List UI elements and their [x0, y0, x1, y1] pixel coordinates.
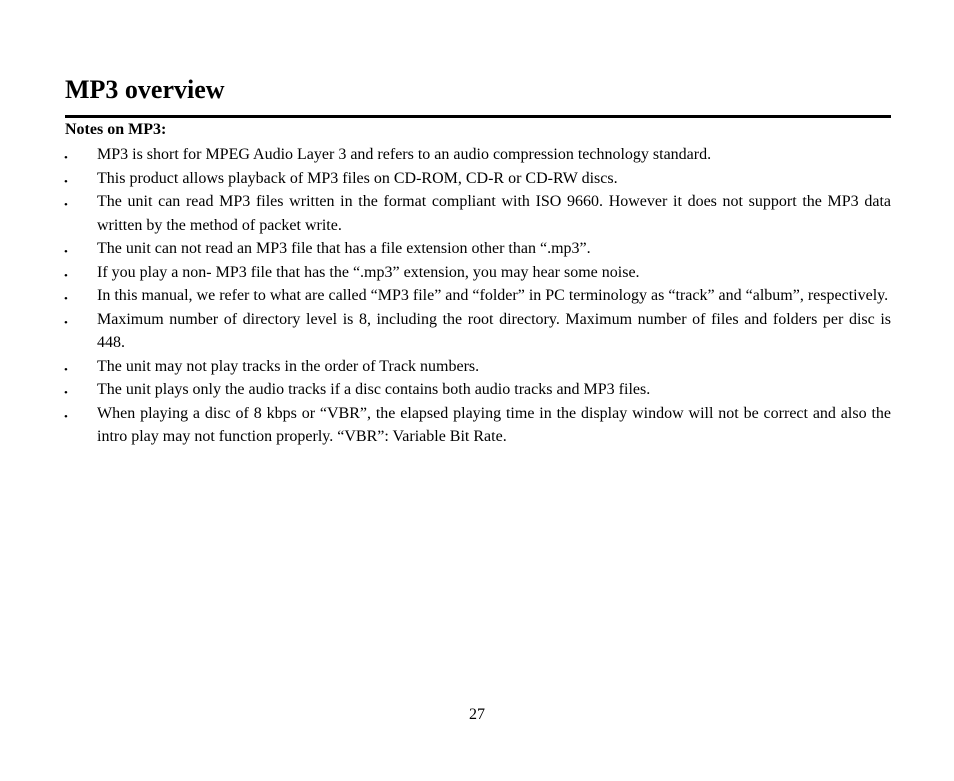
note-text: The unit can not read an MP3 file that has a file extension other than “.mp3”. [97, 240, 591, 257]
list-item [65, 402, 891, 449]
list-item [65, 190, 891, 237]
note-text: In this manual, we refer to what are called “MP3 file” and “folder” in PC terminology as “track” and “album”, respectively. [97, 287, 889, 304]
list-item [65, 308, 891, 355]
list-item [65, 261, 891, 285]
bullet-icon: • [64, 269, 68, 282]
bullet-icon: • [64, 410, 68, 423]
list-item [65, 237, 891, 261]
list-item [65, 284, 891, 308]
list-item [65, 355, 891, 379]
bullet-icon: • [64, 175, 68, 188]
bullet-icon: • [64, 316, 68, 329]
page-number: 27 [469, 706, 485, 723]
note-text: The unit may not play tracks in the order of Track numbers. [97, 357, 480, 375]
note-text: This product allows playback of MP3 files on CD-ROM, CD-R or CD-RW discs. [97, 169, 618, 187]
note-text: If you play a non- MP3 file that has the “.mp3” extension, you may hear some noise. [97, 263, 640, 281]
notes-subheading: Notes on MP3: [65, 121, 167, 138]
title-rule [65, 115, 891, 118]
bullet-icon: • [64, 363, 68, 376]
note-text: The unit plays only the audio tracks if a disc contains both audio tracks and MP3 files. [97, 381, 651, 398]
list-item [65, 378, 891, 402]
bullet-icon: • [64, 152, 68, 164]
note-text: Maximum number of directory level is 8, including the root directory. Maximum number of files and folders per disc is 448. [97, 310, 891, 351]
note-text: When playing a disc of 8 kbps or “VBR”, the elapsed playing time in the display window will not be correct and also the intro play may not function properly. “VBR”: Variable Bit Rate. [97, 404, 891, 445]
bullet-icon: • [64, 293, 68, 305]
note-text: The unit can read MP3 files written in the format compliant with ISO 9660. However it does not support the MP3 data written by the method of packet write. [97, 193, 891, 234]
bullet-icon: • [64, 199, 68, 211]
bullet-icon: • [64, 246, 68, 258]
notes-list [65, 143, 891, 449]
bullet-icon: • [64, 387, 68, 399]
list-item [65, 143, 891, 167]
page-title: MP3 overview [65, 75, 225, 104]
notes-section [65, 120, 891, 449]
list-item [65, 167, 891, 191]
note-text: MP3 is short for MPEG Audio Layer 3 and refers to an audio compression technology standard. [97, 146, 712, 163]
